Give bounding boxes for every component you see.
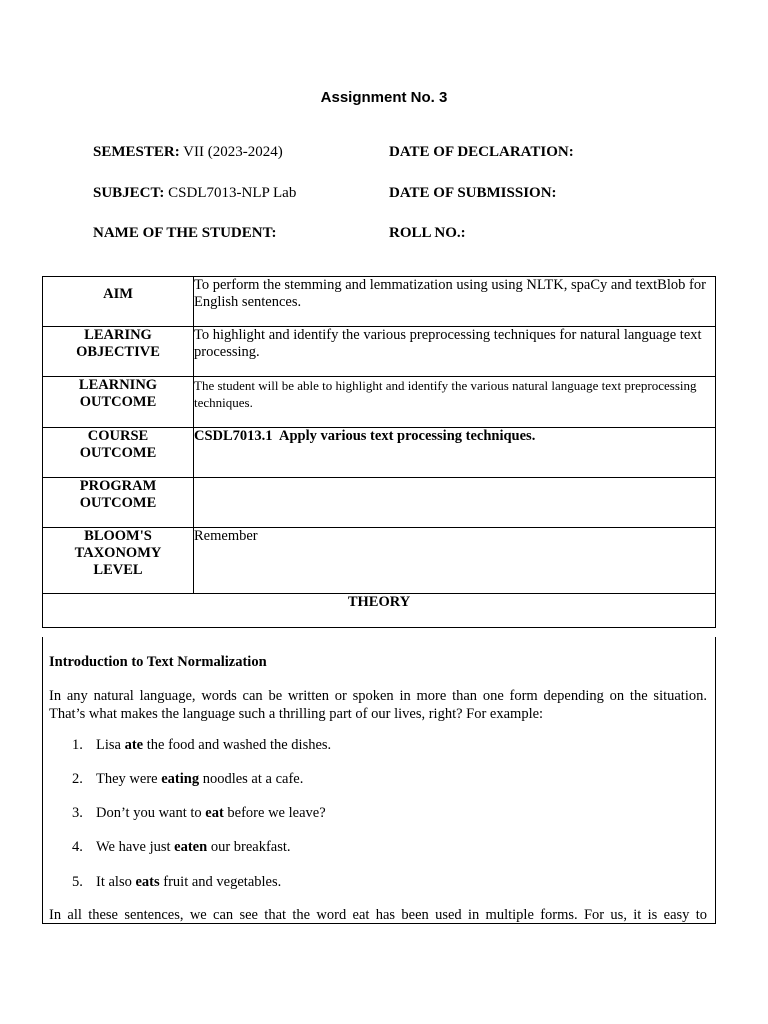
semester-value: VII (2023-2024)	[179, 144, 283, 160]
program-outcome-row	[43, 478, 716, 528]
example-item: 3. Don’t you want to eat before we leave?	[72, 805, 326, 821]
student-name-field	[93, 224, 277, 242]
example-item: 1. Lisa ate the food and washed the dishes.	[72, 737, 332, 753]
objective-value: To highlight and identify the various preprocessing techniques for natural language text processing.	[194, 327, 716, 377]
aim-row	[43, 277, 716, 327]
subject-field	[93, 184, 296, 202]
learning-outcome-row	[43, 377, 716, 428]
semester-label: SEMESTER:	[93, 144, 180, 160]
theory-heading: THEORY	[43, 594, 716, 628]
course-outcome-row	[43, 428, 716, 478]
submission-field	[389, 184, 557, 202]
roll-no-field	[389, 224, 466, 242]
bloom-row	[43, 528, 716, 594]
course-outcome-label: COURSE OUTCOME	[43, 428, 194, 478]
example-item: 2. They were eating noodles at a cafe.	[72, 771, 304, 787]
assignment-title: Assignment No. 3	[320, 89, 448, 106]
example-item: 4. We have just eaten our breakfast.	[72, 839, 291, 855]
objective-label: LEARING OBJECTIVE	[43, 327, 194, 377]
bloom-value: Remember	[194, 528, 716, 594]
subject-value: CSDL7013-NLP Lab	[164, 185, 297, 201]
student-name-label: NAME OF THE STUDENT:	[93, 225, 277, 241]
declaration-field	[389, 143, 574, 161]
declaration-label: DATE OF DECLARATION:	[389, 144, 574, 160]
section-title: Introduction to Text Normalization	[49, 654, 267, 670]
bloom-label: BLOOM'S TAXONOMY LEVEL	[43, 528, 194, 594]
aim-label: AIM	[43, 277, 194, 327]
example-item: 5. It also eats fruit and vegetables.	[72, 874, 282, 890]
submission-label: DATE OF SUBMISSION:	[389, 185, 557, 201]
program-outcome-label: PROGRAM OUTCOME	[43, 478, 194, 528]
semester-field	[93, 143, 283, 161]
conclusion-paragraph: In all these sentences, we can see that the word eat has been used in multiple forms. For us, it is easy to	[49, 907, 707, 923]
subject-label: SUBJECT:	[93, 185, 165, 201]
theory-row	[43, 594, 716, 628]
course-outcome-value: CSDL7013.1 Apply various text processing techniques.	[194, 428, 716, 478]
learning-outcome-value: The student will be able to highlight and identify the various natural language text preprocessing techniques.	[194, 377, 716, 428]
theory-body	[42, 637, 716, 924]
roll-no-label: ROLL NO.:	[389, 225, 466, 241]
program-outcome-value	[194, 478, 716, 528]
assignment-info-table	[42, 276, 716, 628]
objective-row	[43, 327, 716, 377]
intro-paragraph: In any natural language, words can be written or spoken in more than one form depending on the situation. That’s what makes the language such a thrilling part of our lives, right? For example:	[49, 688, 707, 722]
learning-outcome-label: LEARNING OUTCOME	[43, 377, 194, 428]
aim-value: To perform the stemming and lemmatization using using NLTK, spaCy and textBlob for English sentences.	[194, 277, 716, 327]
